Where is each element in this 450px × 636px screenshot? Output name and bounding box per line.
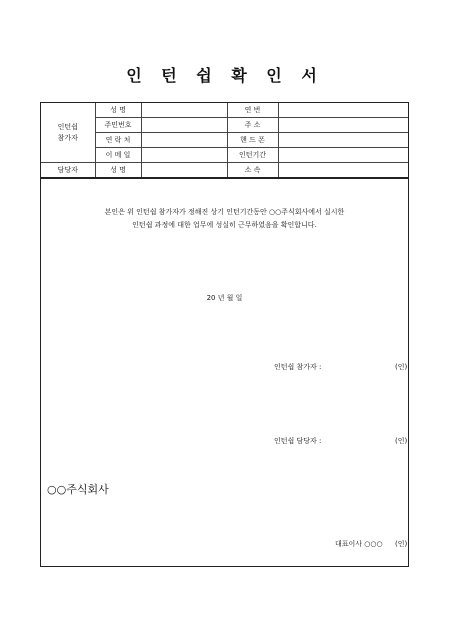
manager-seal: (인)	[395, 437, 408, 445]
manager-group-label: 담당자	[41, 163, 95, 179]
name-label: 성 명	[95, 103, 141, 118]
participant-seal: (인)	[395, 363, 408, 371]
table-row	[41, 118, 408, 133]
confirmation-statement	[41, 206, 408, 232]
serial-field[interactable]	[278, 103, 408, 118]
table-row	[41, 163, 408, 179]
document-title: 인 턴 쉽 확 인 서	[126, 66, 324, 85]
manager-name-label: 성 명	[95, 163, 141, 179]
address-field[interactable]	[278, 118, 408, 133]
table-row	[41, 148, 408, 163]
name-field[interactable]	[141, 103, 227, 118]
participant-signature-label: 인턴쉽 참가자 :	[274, 363, 322, 371]
email-label: 이 메 일	[95, 148, 141, 163]
manager-name-field[interactable]	[141, 163, 227, 179]
mobile-field[interactable]	[278, 133, 408, 148]
participant-group-label: 인턴쉽 참가자	[41, 103, 95, 163]
intern-period-label: 인턴기간	[227, 148, 278, 163]
intern-period-field[interactable]	[278, 148, 408, 163]
ceo-signature-label: 대표이사 ○○○	[335, 540, 383, 548]
document-frame	[40, 102, 409, 567]
resident-number-field[interactable]	[141, 118, 227, 133]
company-name: ○○주식회사	[47, 483, 109, 496]
mobile-label: 핸 드 폰	[227, 133, 278, 148]
address-label: 주 소	[227, 118, 278, 133]
manager-signature-label: 인턴쉽 담당자 :	[274, 437, 322, 445]
serial-label: 연 번	[227, 103, 278, 118]
date-line: 20 년 월 일	[206, 294, 243, 302]
info-table	[41, 103, 408, 179]
department-label: 소 속	[227, 163, 278, 179]
table-row	[41, 133, 408, 148]
contact-label: 연 락 처	[95, 133, 141, 148]
table-row	[41, 103, 408, 118]
email-field[interactable]	[141, 148, 227, 163]
statement-line: 인턴쉽 과정에 대한 업무에 성실히 근무하였음을 확인합니다.	[132, 221, 317, 229]
resident-number-label: 주민번호	[95, 118, 141, 133]
statement-line: 본인은 위 인턴쉽 참가자가 정해진 상기 인턴기간동안 ○○주식회사에서 실시한	[104, 208, 345, 216]
contact-field[interactable]	[141, 133, 227, 148]
department-field[interactable]	[278, 163, 408, 179]
ceo-seal: (인)	[395, 540, 408, 548]
